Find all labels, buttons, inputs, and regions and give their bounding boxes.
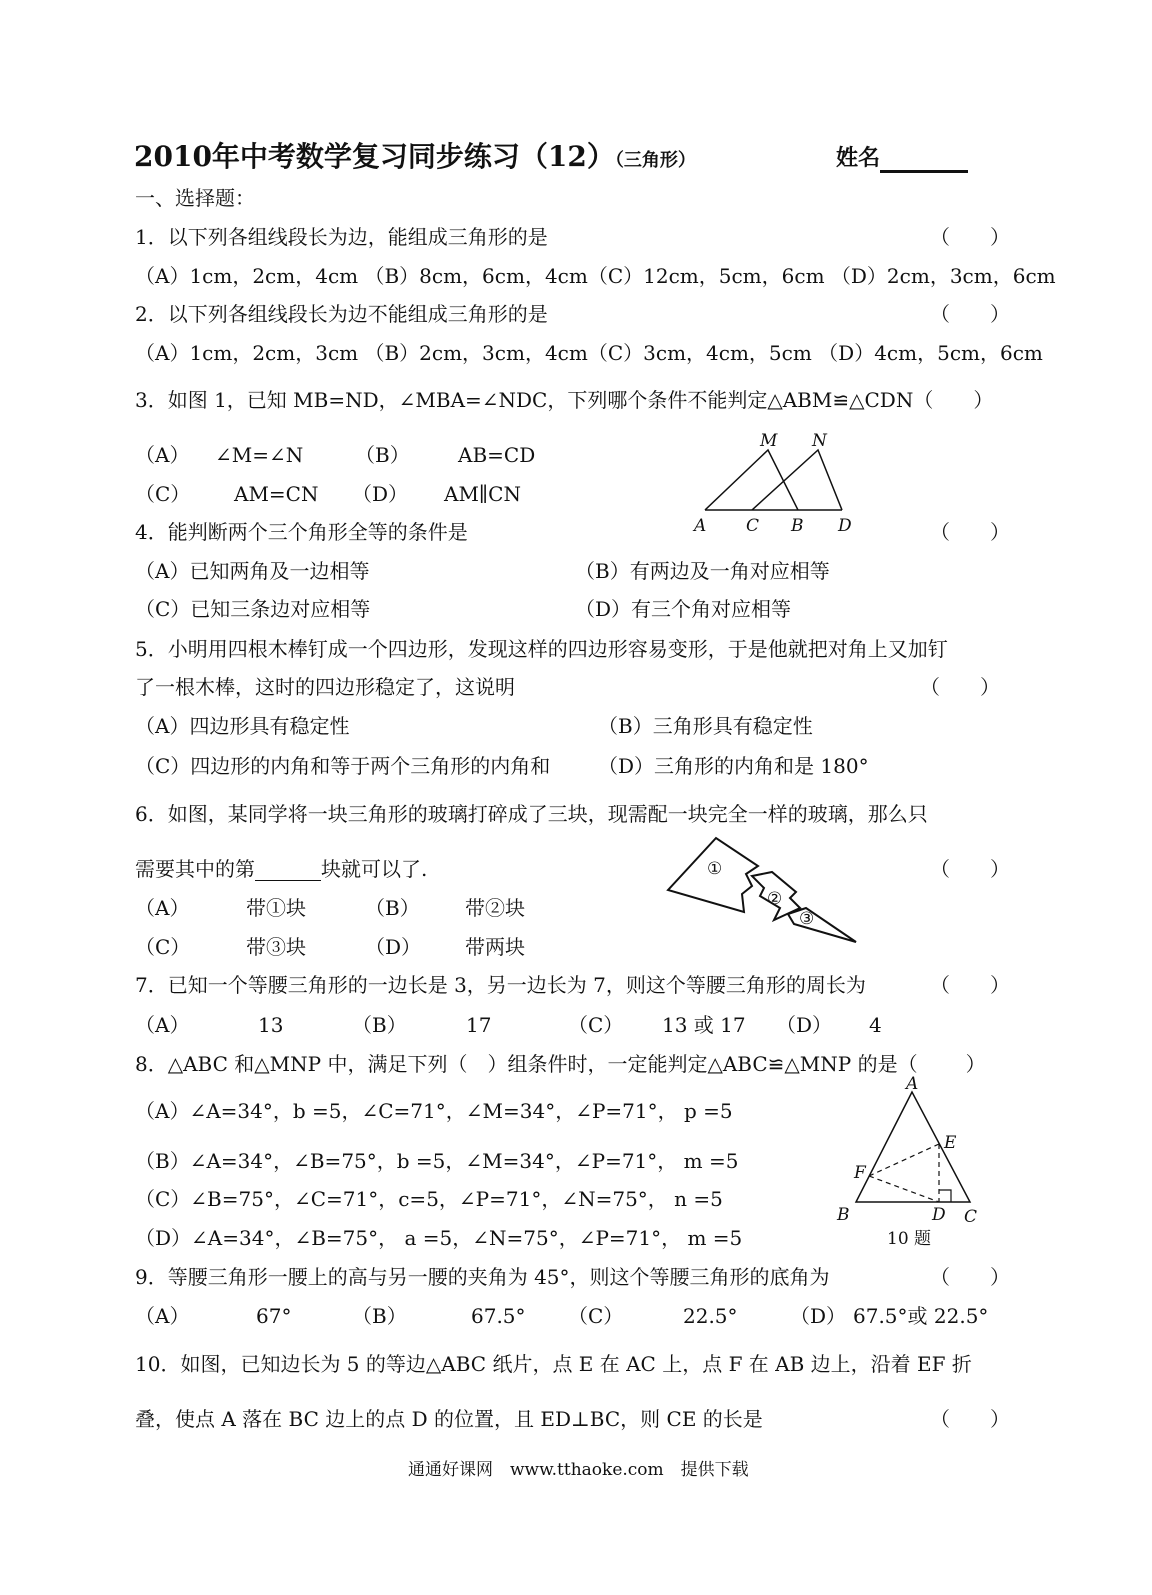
- q4-answer-paren[interactable]: （ ）: [930, 520, 1010, 544]
- q6-opt-d-label: （D）: [365, 935, 422, 959]
- q10-fold-fd: [869, 1176, 939, 1202]
- q6-opt-d: 带两块: [465, 935, 525, 959]
- q3-opt-b: AB=CD: [458, 443, 536, 467]
- q2-answer-paren[interactable]: （ ）: [930, 302, 1010, 326]
- q5-opt-d: （D）三角形的内角和是 180°: [598, 754, 869, 778]
- q3-label-d: D: [838, 516, 852, 536]
- q6-fill-blank[interactable]: [255, 860, 321, 881]
- q8-stem-close: ）: [965, 1052, 986, 1076]
- q6-opt-b-label: （B）: [365, 896, 420, 920]
- q10-stem-line2: 叠，使点 A 落在 BC 边上的点 D 的位置，且 ED⊥BC，则 CE 的长是: [135, 1407, 763, 1431]
- q9-opt-d: 67.5°或 22.5°: [853, 1304, 989, 1328]
- q7-opt-c-label: （C）: [568, 1013, 624, 1037]
- q7-stem: 7．已知一个等腰三角形的一边长是 3，另一边长为 7，则这个等腰三角形的周长为: [135, 973, 866, 997]
- name-field: [836, 143, 968, 173]
- q10-label-e: E: [944, 1133, 957, 1153]
- q7-opt-b-label: （B）: [352, 1013, 407, 1037]
- q10-stem-line1: 10．如图，已知边长为 5 的等边△ABC 纸片，点 E 在 AC 上，点 F 在 AB 边上，沿着 EF 折: [135, 1352, 972, 1376]
- q4-opt-d: （D）有三个角对应相等: [575, 597, 792, 621]
- q7-answer-paren[interactable]: （ ）: [930, 973, 1010, 997]
- q9-opt-d-label: （D）: [790, 1304, 847, 1328]
- q6-opt-a-label: （A）: [135, 896, 190, 920]
- q5-opt-b: （B）三角形具有稳定性: [598, 714, 813, 738]
- q10-figure-caption: 10 题: [887, 1229, 932, 1249]
- q5-stem-line1: 5．小明用四根木棒钉成一个四边形，发现这样的四边形容易变形，于是他就把对角上又加钉: [135, 637, 948, 661]
- q3-stem-text: 3．如图 1，已知 MB=ND，∠MBA=∠NDC，下列哪个条件不能判定△ABM≌△CDN（: [135, 388, 934, 412]
- q10-label-a: A: [906, 1074, 919, 1094]
- q3-opt-b-label: （B）: [355, 443, 410, 467]
- q9-answer-paren[interactable]: （ ）: [930, 1265, 1010, 1289]
- q3-label-a: A: [694, 516, 707, 536]
- q3-opt-c-label: （C）: [135, 482, 191, 506]
- q3-opt-d: AM∥CN: [444, 482, 521, 506]
- title-subtitle: （三角形）: [614, 150, 696, 171]
- q6-stem-line1: 6．如图，某同学将一块三角形的玻璃打碎成了三块，现需配一块完全一样的玻璃，那么只: [135, 802, 928, 826]
- q9-opt-b-label: （B）: [352, 1304, 407, 1328]
- q3-opt-a: ∠M=∠N: [215, 443, 304, 467]
- section-heading: 一、选择题：: [135, 186, 255, 210]
- q3-label-m: M: [760, 431, 778, 451]
- q3-label-c: C: [746, 516, 760, 536]
- q5-opt-c: （C）四边形的内角和等于两个三角形的内角和: [135, 754, 551, 778]
- q5-opt-a: （A）四边形具有稳定性: [135, 714, 350, 738]
- q6-opt-a: 带①块: [246, 896, 306, 920]
- q8-stem: [135, 1052, 986, 1076]
- q3-stem-close: ）: [973, 388, 994, 412]
- q7-opt-d: 4: [869, 1013, 882, 1037]
- q3-stem: [135, 388, 993, 412]
- page-title: [134, 140, 696, 178]
- q4-opt-a: （A）已知两角及一边相等: [135, 559, 370, 583]
- name-label: 姓名: [836, 145, 881, 171]
- q6-stem-part2: 块就可以了.: [321, 857, 428, 881]
- q8-stem-text: 8．△ABC 和△MNP 中，满足下列（ ）组条件时，一定能判定△ABC≌△MNP 的是（: [135, 1052, 918, 1076]
- q4-stem: 4．能判断两个三个角形全等的条件是: [135, 520, 468, 544]
- q4-opt-b: （B）有两边及一角对应相等: [575, 559, 830, 583]
- q3-figure: [690, 428, 860, 538]
- q10-label-b: B: [837, 1205, 850, 1225]
- q3-opt-c: AM=CN: [234, 482, 319, 506]
- q1-options: （A）1cm，2cm，4cm （B）8cm，6cm，4cm（C）12cm，5cm，6cm （D）2cm，3cm，6cm: [135, 264, 1056, 288]
- q3-opt-a-label: （A）: [135, 443, 190, 467]
- q3-triangle-cdn: [752, 450, 842, 510]
- q1-answer-paren[interactable]: （ ）: [930, 225, 1010, 249]
- q10-answer-paren[interactable]: （ ）: [930, 1407, 1010, 1431]
- q7-opt-d-label: （D）: [776, 1013, 833, 1037]
- q6-stem-part1: 需要其中的第: [135, 857, 255, 881]
- title-main: 2010年中考数学复习同步练习（12）: [134, 140, 615, 173]
- q8-opt-a: （A）∠A=34°，b =5，∠C=71°，∠M=34°，∠P=71°， p =5: [135, 1099, 733, 1123]
- q9-stem: 9．等腰三角形一腰上的高与另一腰的夹角为 45°，则这个等腰三角形的底角为: [135, 1265, 830, 1289]
- q10-label-d: D: [932, 1205, 946, 1225]
- q7-opt-b: 17: [466, 1013, 492, 1037]
- q10-label-f: F: [854, 1163, 866, 1183]
- q10-figure: [832, 1074, 992, 1250]
- name-blank[interactable]: [880, 146, 968, 173]
- q9-opt-b: 67.5°: [471, 1304, 526, 1328]
- q2-options: （A）1cm，2cm，3cm （B）2cm，3cm，4cm（C）3cm，4cm，5cm （D）4cm，5cm，6cm: [135, 341, 1043, 365]
- q6-opt-c: 带③块: [246, 935, 306, 959]
- q6-label-3: ③: [799, 909, 815, 929]
- q6-stem-line2: [135, 857, 427, 881]
- q6-answer-paren[interactable]: （ ）: [930, 857, 1010, 881]
- q10-right-angle-mark: [939, 1190, 951, 1202]
- q10-label-c: C: [964, 1207, 978, 1227]
- q3-opt-d-label: （D）: [352, 482, 409, 506]
- q8-opt-c: （C）∠B=75°，∠C=71°，c=5，∠P=71°，∠N=75°， n =5: [135, 1187, 723, 1211]
- q1-stem: 1．以下列各组线段长为边，能组成三角形的是: [135, 225, 548, 249]
- q6-opt-c-label: （C）: [135, 935, 191, 959]
- q10-fold-fe: [869, 1144, 939, 1176]
- q8-opt-d: （D）∠A=34°，∠B=75°， a =5，∠N=75°，∠P=71°， m =5: [135, 1226, 743, 1250]
- q5-answer-paren[interactable]: （ ）: [920, 675, 1000, 699]
- q6-opt-b: 带②块: [465, 896, 525, 920]
- q8-opt-b: （B）∠A=34°，∠B=75°，b =5，∠M=34°，∠P=71°， m =5: [135, 1149, 739, 1173]
- q3-label-b: B: [791, 516, 804, 536]
- q7-opt-a-label: （A）: [135, 1013, 190, 1037]
- page-footer: 通通好课网 www.tthaoke.com 提供下载: [408, 1460, 749, 1480]
- q9-opt-a-label: （A）: [135, 1304, 190, 1328]
- q9-opt-c-label: （C）: [568, 1304, 624, 1328]
- q7-opt-a: 13: [258, 1013, 284, 1037]
- q4-opt-c: （C）已知三条边对应相等: [135, 597, 371, 621]
- q6-figure: [664, 828, 864, 948]
- q5-stem-line2: 了一根木棒，这时的四边形稳定了，这说明: [135, 675, 515, 699]
- q9-opt-a: 67°: [256, 1304, 292, 1328]
- q2-stem: 2．以下列各组线段长为边不能组成三角形的是: [135, 302, 548, 326]
- q7-opt-c: 13 或 17: [662, 1013, 746, 1037]
- q9-opt-c: 22.5°: [683, 1304, 738, 1328]
- q6-label-2: ②: [767, 889, 783, 909]
- q3-label-n: N: [812, 431, 827, 451]
- q6-label-1: ①: [707, 859, 723, 879]
